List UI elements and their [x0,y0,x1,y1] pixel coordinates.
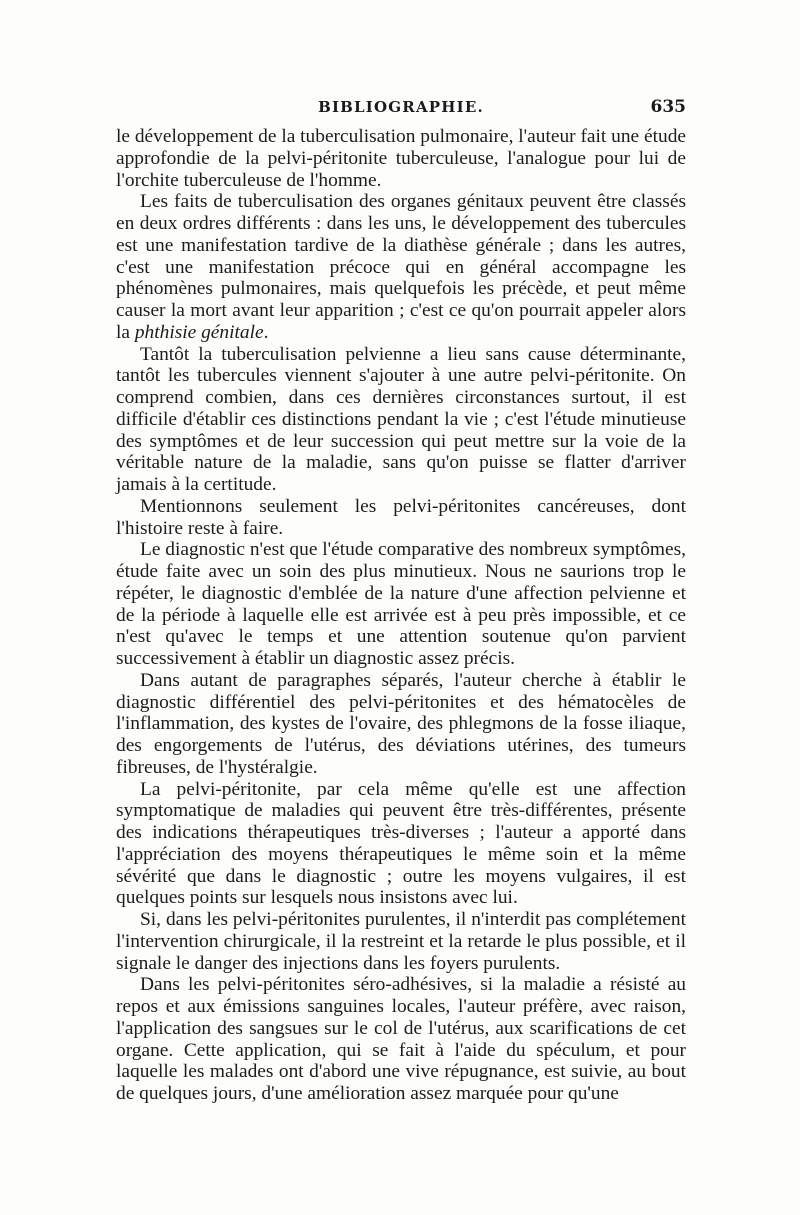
paragraph: Si, dans les pelvi-péritonites purulentes, il n'interdit pas complétement l'intervention chirurgicale, il la restreint et la retarde le plus possible, et il signale le danger des injections dans les foyers purulents. [116,909,686,974]
paragraph [116,191,686,343]
paragraph: Dans les pelvi-péritonites séro-adhésives, si la maladie a résisté au repos et aux émissions sanguines locales, l'auteur préfère, avec raison, l'application des sangsues sur le col de l'utérus, aux scarifications de cet organe. Cette application, qui se fait à l'aide du spéculum, et pour laquelle les malades ont d'abord une vive répugnance, est suivie, au bout de quelques jours, d'une amélioration assez marquée pour qu'une [116,974,686,1104]
paragraph: Dans autant de paragraphes séparés, l'auteur cherche à établir le diagnostic différentiel des pelvi-péritonites et des hématocèles de l'inflammation, des kystes de l'ovaire, des phlegmons de la fosse iliaque, des engorgements de l'utérus, des déviations utérines, des tumeurs fibreuses, de l'hystéralgie. [116,669,686,778]
paragraph: Le diagnostic n'est que l'étude comparative des nombreux symptômes, étude faite avec un soin des plus minutieux. Nous ne saurions trop le répéter, le diagnostic d'emblée de la nature d'une affection pelvienne et de la période à laquelle elle est arrivée est à peu près impossible, et ce n'est qu'avec le temps et une attention soutenue qu'on parvient successivement à établir un diagnostic assez précis. [116,539,687,669]
running-title: BIBLIOGRAPHIE. [318,98,484,116]
paragraph-text: Les faits de tuberculisation des organes génitaux peuvent être classés en deux ordres différents : dans les uns, le développement des tubercules est une manifestation tardive de la diathèse générale ; dans les autres, c'est une manifestation précoce qui en général accompagne les phénomènes pulmonaires, mais quelquefois les précède, et peut même causer la mort avant leur apparition ; c'est ce qu'on pourrait appeler alors la [116,191,686,343]
paragraph: le développement de la tuberculisation pulmonaire, l'auteur fait une étude approfondie de la pelvi-péritonite tuberculeuse, l'analogue pour lui de l'orchite tuberculeuse de l'homme. [116,126,686,191]
italic-trailer: . [263,321,269,343]
paragraph: Tantôt la tuberculisation pelvienne a lieu sans cause déterminante, tantôt les tubercules viennent s'ajouter à une autre pelvi-péritonite. On comprend combien, dans ces dernières circonstances surtout, il est difficile d'établir ces distinctions pendant la vie ; c'est l'étude minutieuse des symptômes et de leur succession qui peut mettre sur la voie de la véritable nature de la maladie, sans qu'on puisse se flatter d'arriver jamais à la certitude. [116,343,686,495]
paragraph: La pelvi-péritonite, par cela même qu'elle est une affection symptomatique de maladies qui peuvent être très-différentes, présente des indications thérapeutiques très-diverses ; l'auteur a apporté dans l'appréciation des moyens thérapeutiques le même soin et la même sévérité que dans le diagnostic ; outre les moyens vulgaires, il est quelques points sur lesquels nous insistons avec lui. [116,778,686,909]
body-text [116,126,686,1105]
paragraph: Mentionnons seulement les pelvi-péritonites cancéreuses, dont l'histoire reste à faire. [116,495,686,539]
page-header [116,96,686,122]
italic-term: phthisie génitale [134,321,264,343]
page-number: 635 [650,97,686,117]
